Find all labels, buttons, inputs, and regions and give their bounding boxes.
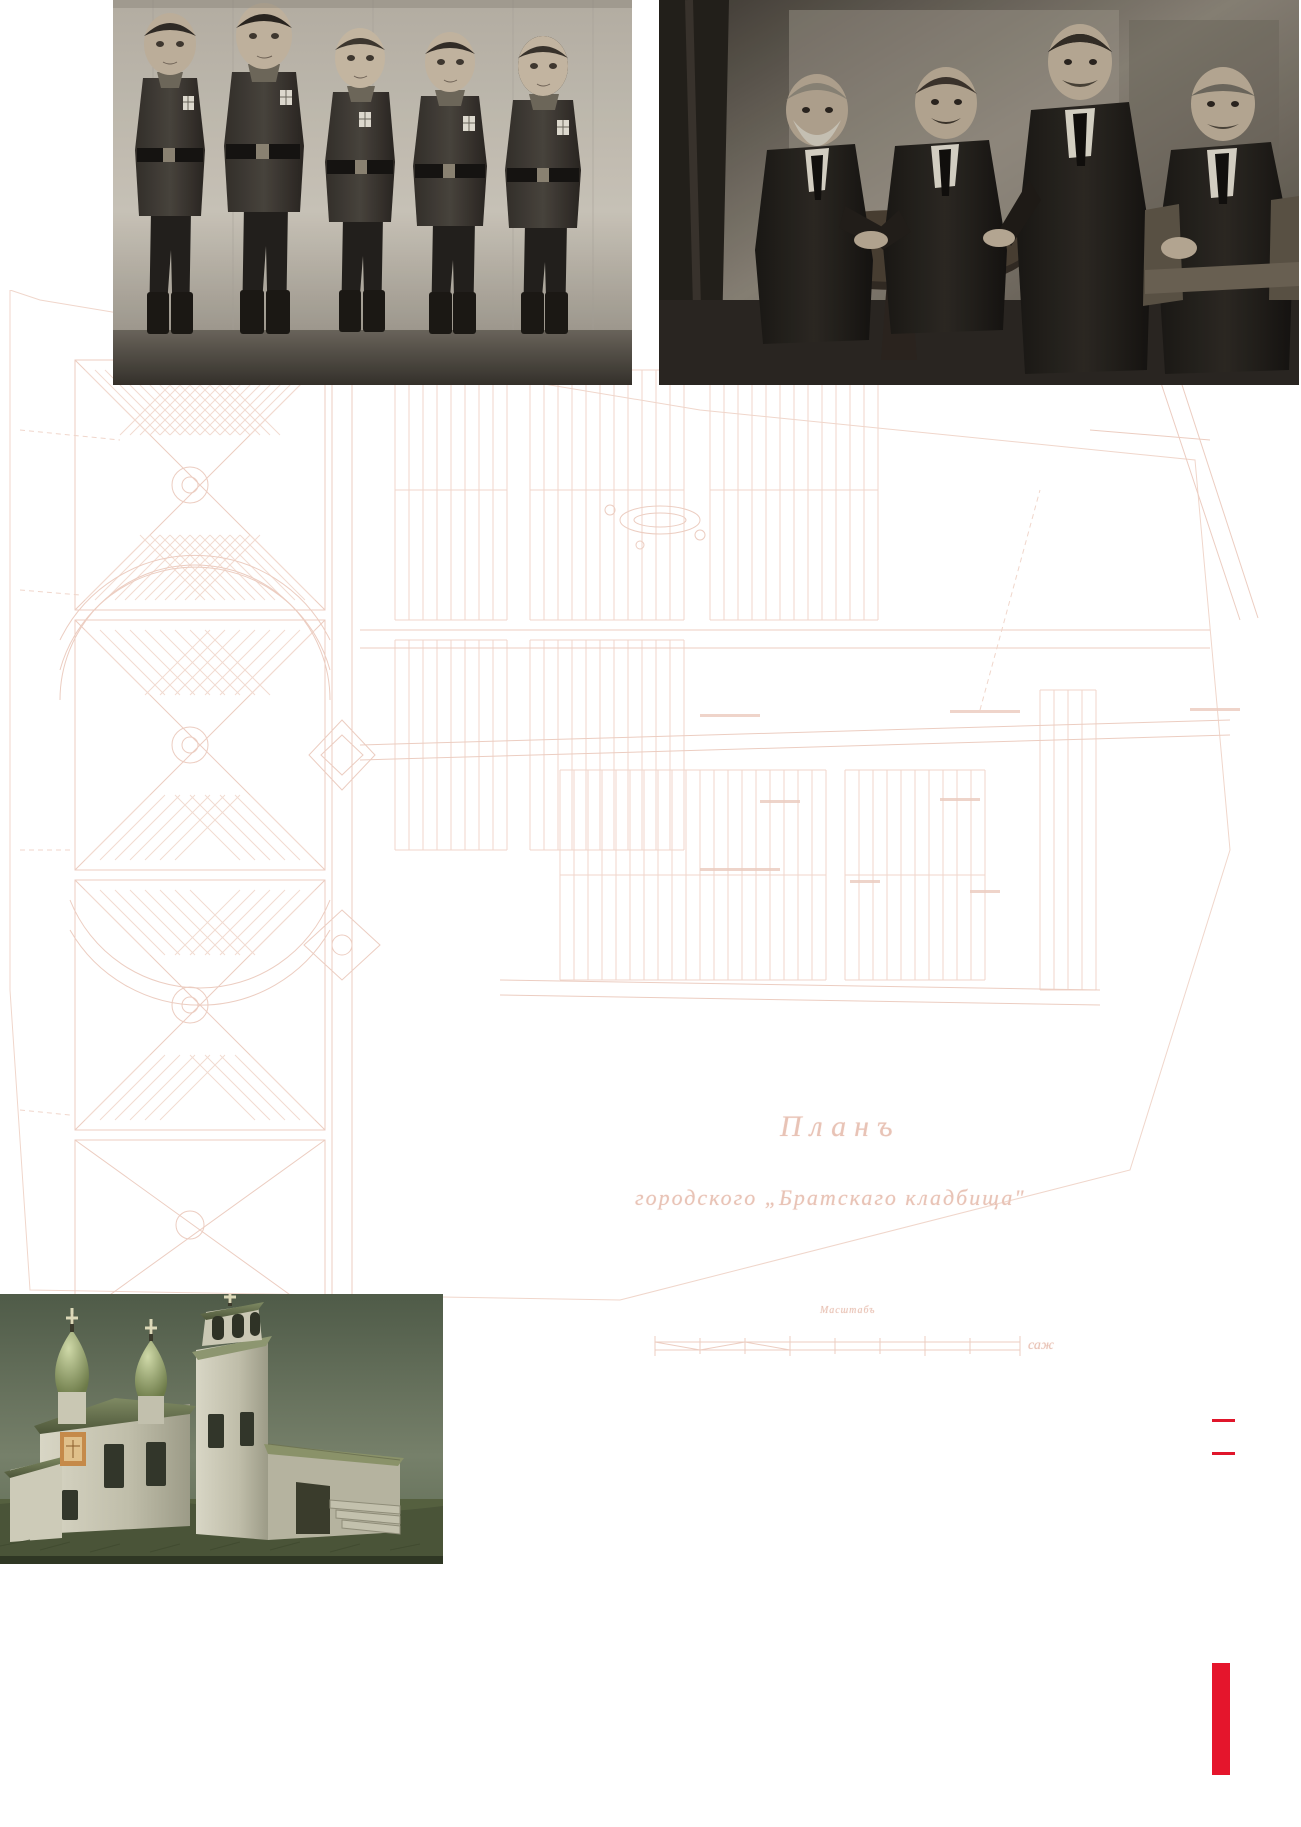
photo-four-men-seated-at-table <box>659 0 1299 385</box>
photo-group-of-five-young-soldiers <box>113 0 632 385</box>
plan-scale-label: Масштабъ <box>820 1305 876 1316</box>
plan-scale-unit: саж <box>1028 1338 1054 1353</box>
red-dash-mark-1 <box>1212 1419 1235 1422</box>
plan-subtitle: городского „Братскаго кладбища" <box>635 1185 1026 1210</box>
photo-church-watercolour <box>0 1294 443 1564</box>
red-dash-mark-2 <box>1212 1452 1235 1455</box>
plan-title: Планъ <box>780 1110 901 1143</box>
red-page-edge-bar <box>1212 1663 1230 1775</box>
